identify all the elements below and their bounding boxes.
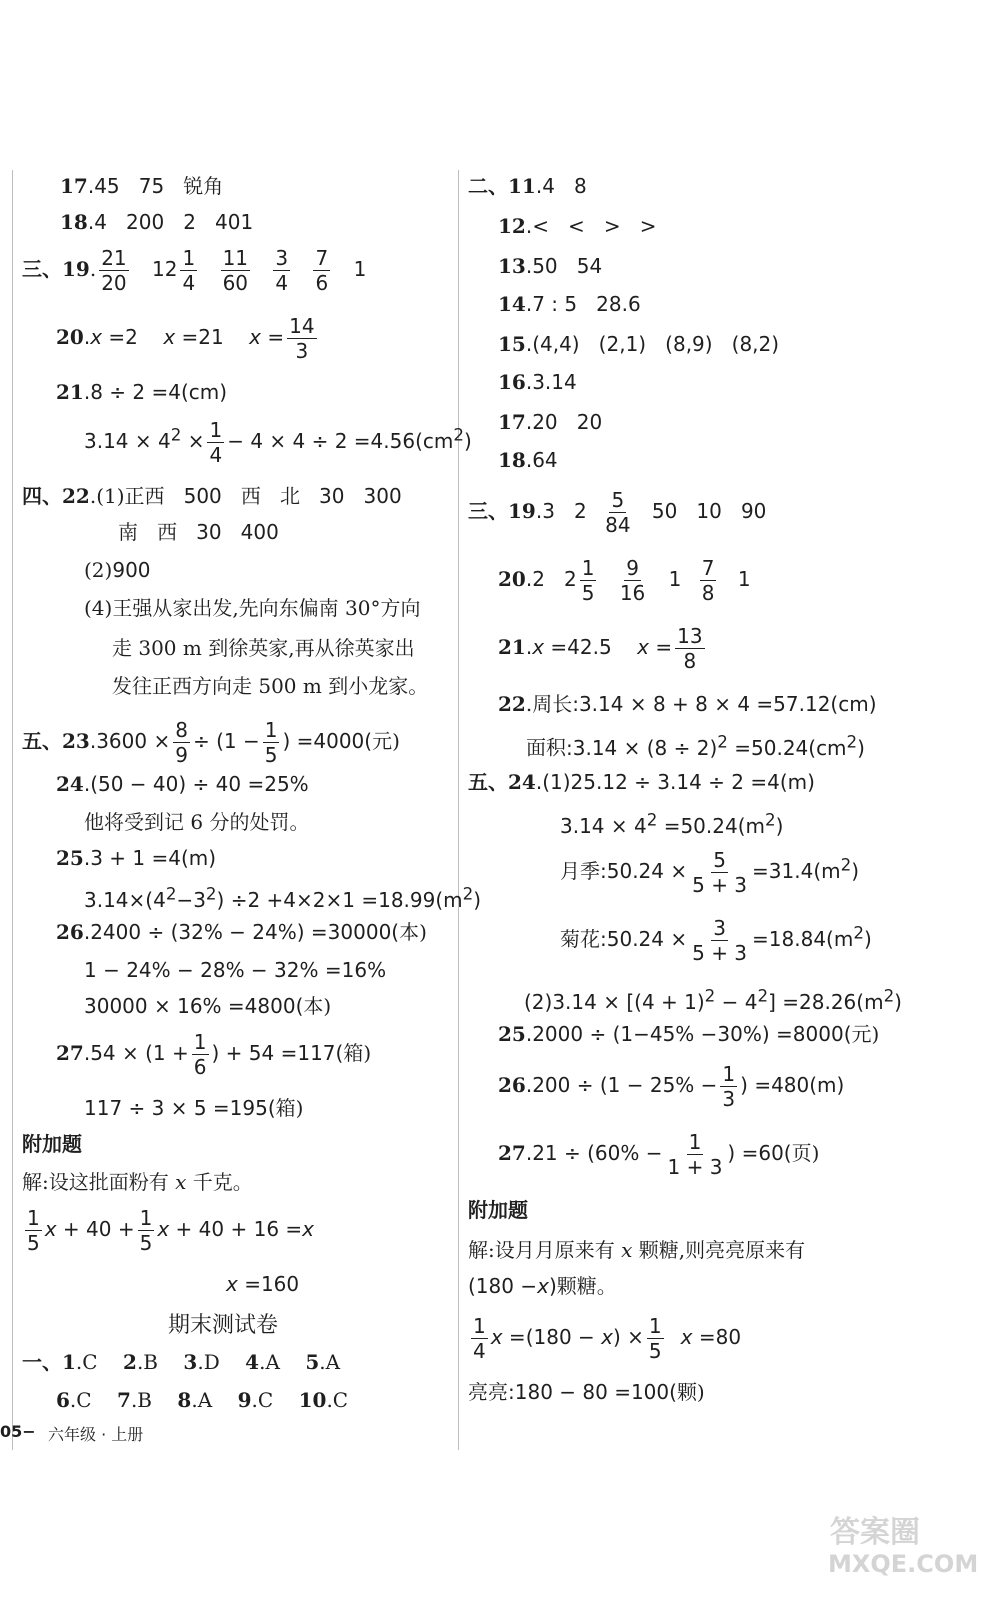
answer-23: 五、23.3600 × $\frac{8}{9}$ ÷ (1 − $\frac{1}{5}$ ) =4000(元) bbox=[22, 718, 400, 767]
answer-r17: 17.20 20 bbox=[498, 410, 603, 434]
svg-text:MXQE.COM: MXQE.COM bbox=[828, 1550, 979, 1578]
bonus-right-2: (180 −x)颗糖。 bbox=[468, 1274, 617, 1298]
answer-22-1: 四、22.(1)正西 500 西 北 30 300 bbox=[22, 484, 402, 508]
answer-r24d: 菊花:50.24 × $\frac{3}{5 + 3}$ $=18.84(m^2)$ bbox=[560, 916, 872, 965]
answer-r24e: $(2)3.14 \times [(4 + 1)^2 - 4^2] =28.26(m^2)$ bbox=[524, 986, 902, 1014]
answer-22-1b: 南 西 30 400 bbox=[118, 520, 279, 544]
bonus-heading-right: 附加题 bbox=[468, 1198, 528, 1222]
answer-24b: 他将受到记 6 分的处罚。 bbox=[84, 810, 310, 834]
answer-19: 三、19. $\frac{21}{20}$ 12 $\frac{1}{4}$ $\frac{11}{60}$ $\frac{3}{4}$ $\frac{7}{6}$ 1 bbox=[22, 246, 367, 295]
answer-r12: 12.< < > > bbox=[498, 214, 657, 238]
answer-r16: 16.3.14 bbox=[498, 370, 577, 394]
answer-r24a: 五、24.(1)25.12 ÷ 3.14 ÷ 2 =4(m) bbox=[468, 770, 815, 794]
bonus-left-3: x =160 bbox=[226, 1272, 300, 1296]
answer-21b: $3.14 \times 4^2$ × $\frac{1}{4}$ − $4 \times 4 \div 2 =4.56(cm^2)$ bbox=[84, 418, 472, 467]
answer-r26: 26.200 ÷ (1 − 25% − $\frac{1}{3}$ ) =480(m) bbox=[498, 1062, 845, 1111]
mc-row-1: 一、1.C 2.B 3.D 4.A 5.A bbox=[22, 1350, 341, 1374]
page-number: 05− bbox=[0, 1422, 36, 1441]
answer-r22a: 22.周长:3.14 × 8 + 8 × 4 =57.12(cm) bbox=[498, 692, 877, 716]
answer-22-2: (2)900 bbox=[84, 558, 151, 582]
answer-r13: 13.50 54 bbox=[498, 254, 603, 278]
answer-26b: 1 − 24% − 28% − 32% =16% bbox=[84, 958, 387, 982]
answer-22-4c: 发往正西方向走 500 m 到小龙家。 bbox=[112, 674, 429, 698]
answer-r24c: 月季:50.24 × $\frac{5}{5 + 3}$ $=31.4(m^2)$ bbox=[560, 848, 860, 897]
answer-26a: 26.2400 ÷ (32% − 24%) =30000(本) bbox=[56, 920, 427, 944]
section-title: 期末测试卷 bbox=[168, 1313, 279, 1338]
answer-17: 17.45 75 锐角 bbox=[60, 174, 224, 198]
answer-r22b: 面积:3.14 × $(8 \div 2)^2 =50.24(cm^2)$ bbox=[526, 732, 865, 760]
bonus-right-1: 解:设月月原来有 x 颗糖,则亮亮原来有 bbox=[468, 1238, 806, 1262]
svg-text:答案圈: 答案圈 bbox=[830, 1515, 920, 1550]
answer-r15: 15.(4,4) (2,1) (8,9) (8,2) bbox=[498, 332, 780, 356]
answer-r27: 27.21 ÷ (60% − $\frac{1}{1 + 3}$ ) =60(页) bbox=[498, 1130, 820, 1179]
answer-25b: $3.14\times(4^2-3^2) \div 2 +4\times 2\times 1 =18.99(m^2)$ bbox=[84, 884, 482, 912]
answer-25a: 25.3 + 1 =4(m) bbox=[56, 846, 217, 870]
bonus-left-1: 解:设这批面粉有 x 千克。 bbox=[22, 1170, 253, 1194]
answer-r18: 18.64 bbox=[498, 448, 558, 472]
answer-27a: 27.54 × (1 + $\frac{1}{6}$ ) + 54 =117(箱) bbox=[56, 1030, 372, 1079]
grade-label: 六年级 · 上册 bbox=[48, 1425, 144, 1444]
answer-20: 20.x =2 x =21 x = $\frac{14}{3}$ bbox=[56, 314, 315, 363]
answer-r14: 14.7 : 5 28.6 bbox=[498, 292, 641, 316]
answer-r19: 三、19.3 2 $\frac{5}{84}$ 50 10 90 bbox=[468, 488, 767, 537]
answer-r11: 二、11.4 8 bbox=[468, 174, 587, 198]
answer-r21: 21.x =42.5 x = $\frac{13}{8}$ bbox=[498, 624, 703, 673]
left-margin-rule bbox=[12, 170, 13, 1450]
bonus-right-3: $\frac{1}{4}$ x =(180 − x) × $\frac{1}{5}$ x =80 bbox=[473, 1314, 742, 1363]
bonus-heading-left: 附加题 bbox=[22, 1132, 82, 1156]
bonus-left-2: $\frac{1}{5}$ x + 40 + $\frac{1}{5}$ x + 40 + 16 =x bbox=[27, 1206, 315, 1255]
column-divider bbox=[458, 170, 459, 1450]
answer-r20: 20.2 2 $\frac{1}{5}$ $\frac{9}{16}$ 1 $\frac{7}{8}$ 1 bbox=[498, 556, 751, 605]
watermark-graphic bbox=[820, 1510, 980, 1580]
answer-r24b: $3.14 \times 4^2 =50.24(m^2)$ bbox=[560, 810, 784, 838]
answer-22-4b: 走 300 m 到徐英家,再从徐英家出 bbox=[112, 636, 415, 660]
answer-r25: 25.2000 ÷ (1−45% −30%) =8000(元) bbox=[498, 1022, 880, 1046]
answer-18: 18.4 200 2 401 bbox=[60, 210, 254, 234]
answer-22-4a: (4)王强从家出发,先向东偏南 30°方向 bbox=[84, 596, 421, 620]
answer-27b: 117 ÷ 3 × 5 =195(箱) bbox=[84, 1096, 304, 1120]
mc-row-2: 6.C 7.B 8.A 9.C 10.C bbox=[56, 1388, 349, 1412]
answer-21a: 21.8 ÷ 2 =4(cm) bbox=[56, 380, 228, 404]
answer-26c: 30000 × 16% =4800(本) bbox=[84, 994, 332, 1018]
watermark-logo bbox=[820, 1510, 980, 1580]
answer-24a: 24.(50 − 40) ÷ 40 =25% bbox=[56, 772, 309, 796]
bonus-right-4: 亮亮:180 − 80 =100(颗) bbox=[468, 1380, 705, 1404]
